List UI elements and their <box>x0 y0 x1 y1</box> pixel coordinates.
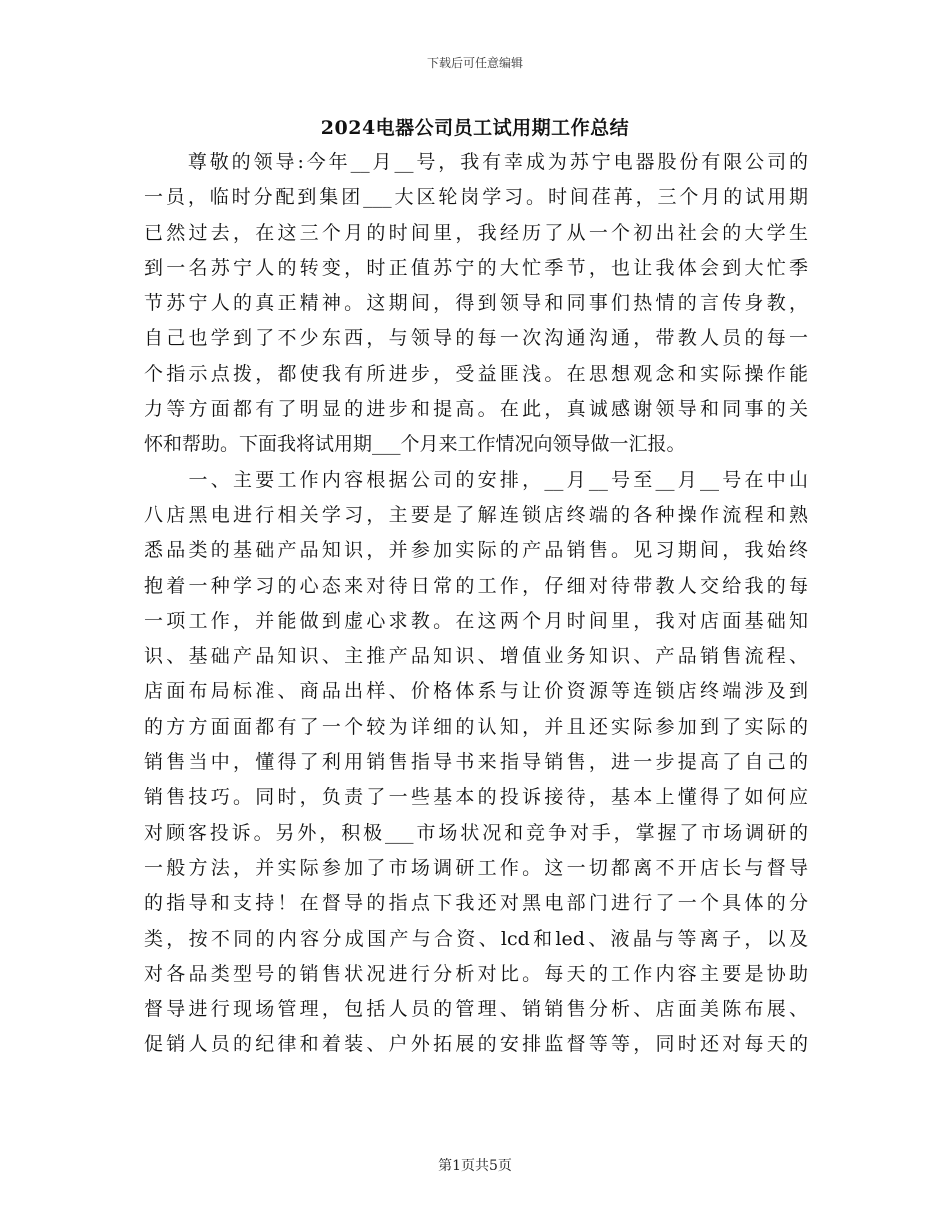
document-body <box>144 145 808 1063</box>
document-title: 2024电器公司员工试用期工作总结 <box>320 117 630 139</box>
body-line: 对各品类型号的销售状况进行分析对比。每天的工作内容主要是协助 <box>144 962 808 985</box>
body-line: 的方方面面都有了一个较为详细的认知，并且还实际参加到了实际的 <box>144 715 808 738</box>
body-line: 对顾客投诉。另外，积极___市场状况和竞争对手，掌握了市场调研的 <box>144 821 808 844</box>
body-line: 一员，临时分配到集团___大区轮岗学习。时间荏苒，三个月的试用期 <box>144 186 808 209</box>
body-line: 的指导和支持！在督导的指点下我还对黑电部门进行了一个具体的分 <box>144 892 808 915</box>
body-line: 督导进行现场管理，包括人员的管理、销销售分析、店面美陈布展、 <box>144 998 808 1021</box>
body-line: 八店黑电进行相关学习，主要是了解连锁店终端的各种操作流程和熟 <box>144 503 808 526</box>
body-line: 到一名苏宁人的转变，时正值苏宁的大忙季节，也让我体会到大忙季 <box>144 256 808 279</box>
body-line: 怀和帮助。下面我将试用期___个月来工作情况向领导做一汇报。 <box>144 433 686 456</box>
body-line: 销售当中，懂得了利用销售指导书来指导销售，进一步提高了自己的 <box>144 751 808 774</box>
body-line: 自己也学到了不少东西，与领导的每一次沟通沟通，带教人员的每一 <box>144 327 808 350</box>
body-line: 促销人员的纪律和着装、户外拓展的安排监督等等，同时还对每天的 <box>144 1033 808 1056</box>
body-line: 类，按不同的内容分成国产与合资、lcd和led、液晶与等离子，以及 <box>144 927 808 950</box>
body-line: 个指示点拨，都使我有所进步，受益匪浅。在思想观念和实际操作能 <box>144 362 808 385</box>
body-line: 一、主要工作内容根据公司的安排，__月__号至__月__号在中山 <box>144 468 808 491</box>
body-line: 抱着一种学习的心态来对待日常的工作，仔细对待带教人交给我的每 <box>144 574 808 597</box>
body-line: 一般方法，并实际参加了市场调研工作。这一切都离不开店长与督导 <box>144 856 808 879</box>
body-line: 销售技巧。同时，负责了一些基本的投诉接待，基本上懂得了如何应 <box>144 786 808 809</box>
body-line: 力等方面都有了明显的进步和提高。在此，真诚感谢领导和同事的关 <box>144 398 808 421</box>
body-line: 节苏宁人的真正精神。这期间，得到领导和同事们热情的言传身教， <box>144 292 808 315</box>
body-line: 一项工作，并能做到虚心求教。在这两个月时间里，我对店面基础知 <box>144 609 808 632</box>
body-line: 尊敬的领导:今年__月__号，我有幸成为苏宁电器股份有限公司的 <box>144 151 808 173</box>
body-line: 识、基础产品知识、主推产品知识、增值业务知识、产品销售流程、 <box>144 645 808 668</box>
body-line: 悉品类的基础产品知识，并参加实际的产品销售。见习期间，我始终 <box>144 539 808 562</box>
body-line: 店面布局标准、商品出样、价格体系与让价资源等连锁店终端涉及到 <box>144 680 808 703</box>
page-number-footer: 第1页共5页 <box>438 1158 512 1174</box>
header-note: 下载后可任意编辑 <box>426 56 523 70</box>
body-line: 已然过去，在这三个月的时间里，我经历了从一个初出社会的大学生 <box>144 221 808 244</box>
